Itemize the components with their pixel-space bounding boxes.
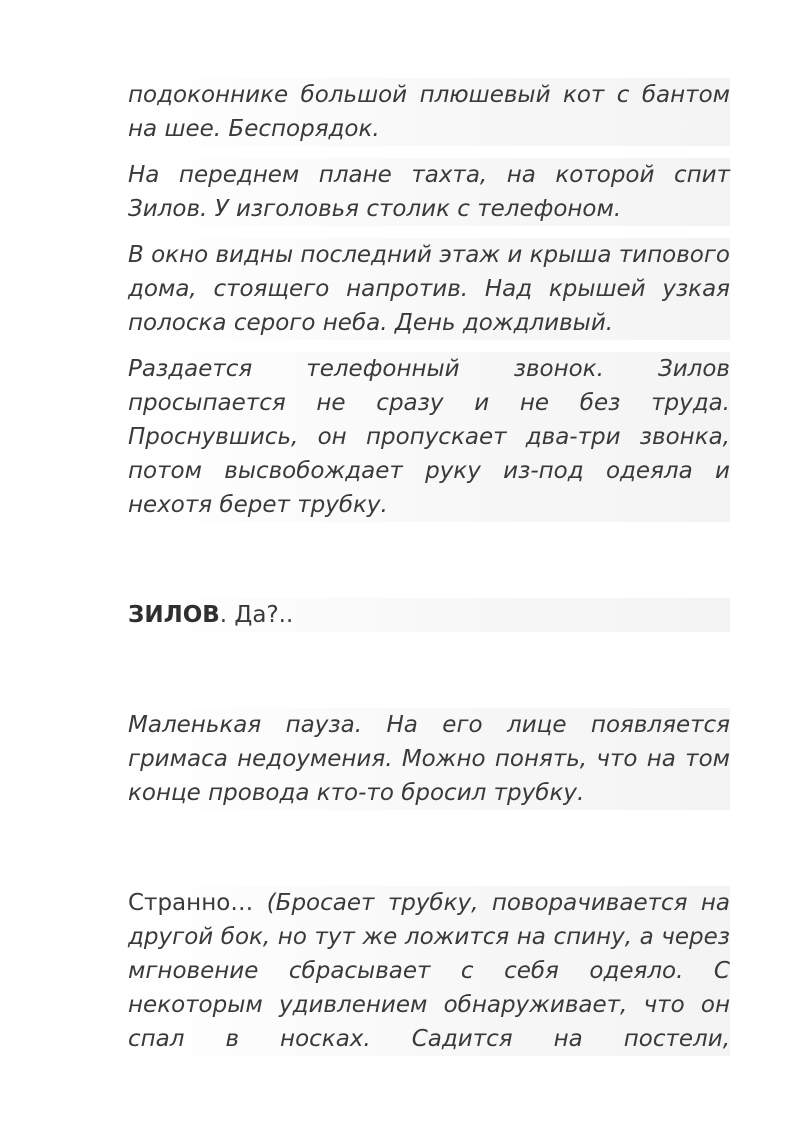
speaker-name: ЗИЛОВ bbox=[128, 602, 220, 628]
spoken-text: Странно… bbox=[128, 890, 267, 916]
continuation-paragraph bbox=[128, 886, 730, 1056]
direction-text: (Бросает трубку, поворачивается на другой бок, но тут же ложится на спину, а через мгновение сбрасывает с себя одеяло. С некоторым удивлением обнаруживает, что он спал в носках. Садится на постели, bbox=[128, 890, 731, 1052]
spoken-line: . Да?.. bbox=[219, 602, 294, 628]
dialogue-line bbox=[128, 598, 730, 632]
stage-paragraph-1: подоконнике большой плюшевый кот с бантом на шее. Беспорядок. bbox=[128, 78, 730, 146]
stage-paragraph-3: В окно видны последний этаж и крыша типового дома, стоящего напротив. Над крышей узкая полоска серого неба. День дождливый. bbox=[128, 238, 730, 340]
stage-paragraph-2: На переднем плане тахта, на которой спит Зилов. У изголовья столик с телефоном. bbox=[128, 158, 730, 226]
stage-direction: Маленькая пауза. На его лице появляется гримаса недоумения. Можно понять, что на том конце провода кто-то бросил трубку. bbox=[128, 708, 730, 810]
stage-paragraph-4: Раздается телефонный звонок. Зилов просыпается не сразу и не без труда. Проснувшись, он пропускает два-три звонка, потом высвобождает руку из-под одеяла и нехотя берет трубку. bbox=[128, 352, 730, 522]
